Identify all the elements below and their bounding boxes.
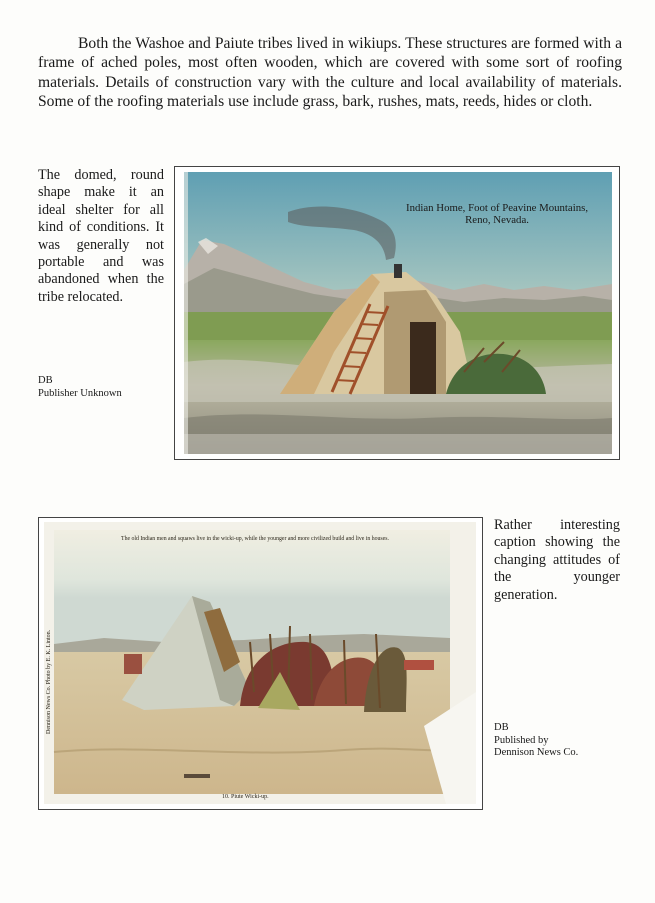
card2-photo <box>44 522 476 804</box>
card2-credit <box>494 722 578 760</box>
card1-caption-line2: Reno, Nevada. <box>465 214 529 226</box>
card2-description: Rather interesting caption showing the changing attitudes of the younger generation. <box>494 517 620 603</box>
card2-credit-line3: Dennison News Co. <box>494 747 579 758</box>
card1-caption <box>406 202 588 226</box>
card2-credit-line2: Published by <box>494 734 549 746</box>
card1-credit-line2: Publisher Unknown <box>38 387 122 399</box>
card2-caption: The old Indian men and squaws live in the wicki-up, while the younger and more civilized build and live in houses. <box>121 536 389 542</box>
card2-side-label: Dennison News Co. Photo by E. K. Linton. <box>46 629 52 734</box>
card2-credit-line1: DB <box>494 722 509 733</box>
card1-credit-line1: DB <box>38 375 53 386</box>
card2-footer: 10. Piute Wicki-up. <box>222 794 269 800</box>
card1-description: The domed, round shape make it an ideal shelter for all kind of conditions. It was generally not portable and was abandoned when the tribe relocated. <box>38 167 164 305</box>
card2-postcard-image <box>44 522 476 804</box>
intro-paragraph: Both the Washoe and Paiute tribes lived in wikiups. These structures are formed with a frame of ached poles, most often wooden, which are covered with some sort of roofing materials. Details of construction vary with the culture and local availability of materials. Some of the roofing materials use include grass, bark, rushes, mats, reeds, hides or cloth. <box>38 35 622 111</box>
card1-caption-line1: Indian Home, Foot of Peavine Mountains, <box>406 202 589 214</box>
card1-postcard-image <box>184 172 612 454</box>
card1-credit <box>38 375 122 400</box>
